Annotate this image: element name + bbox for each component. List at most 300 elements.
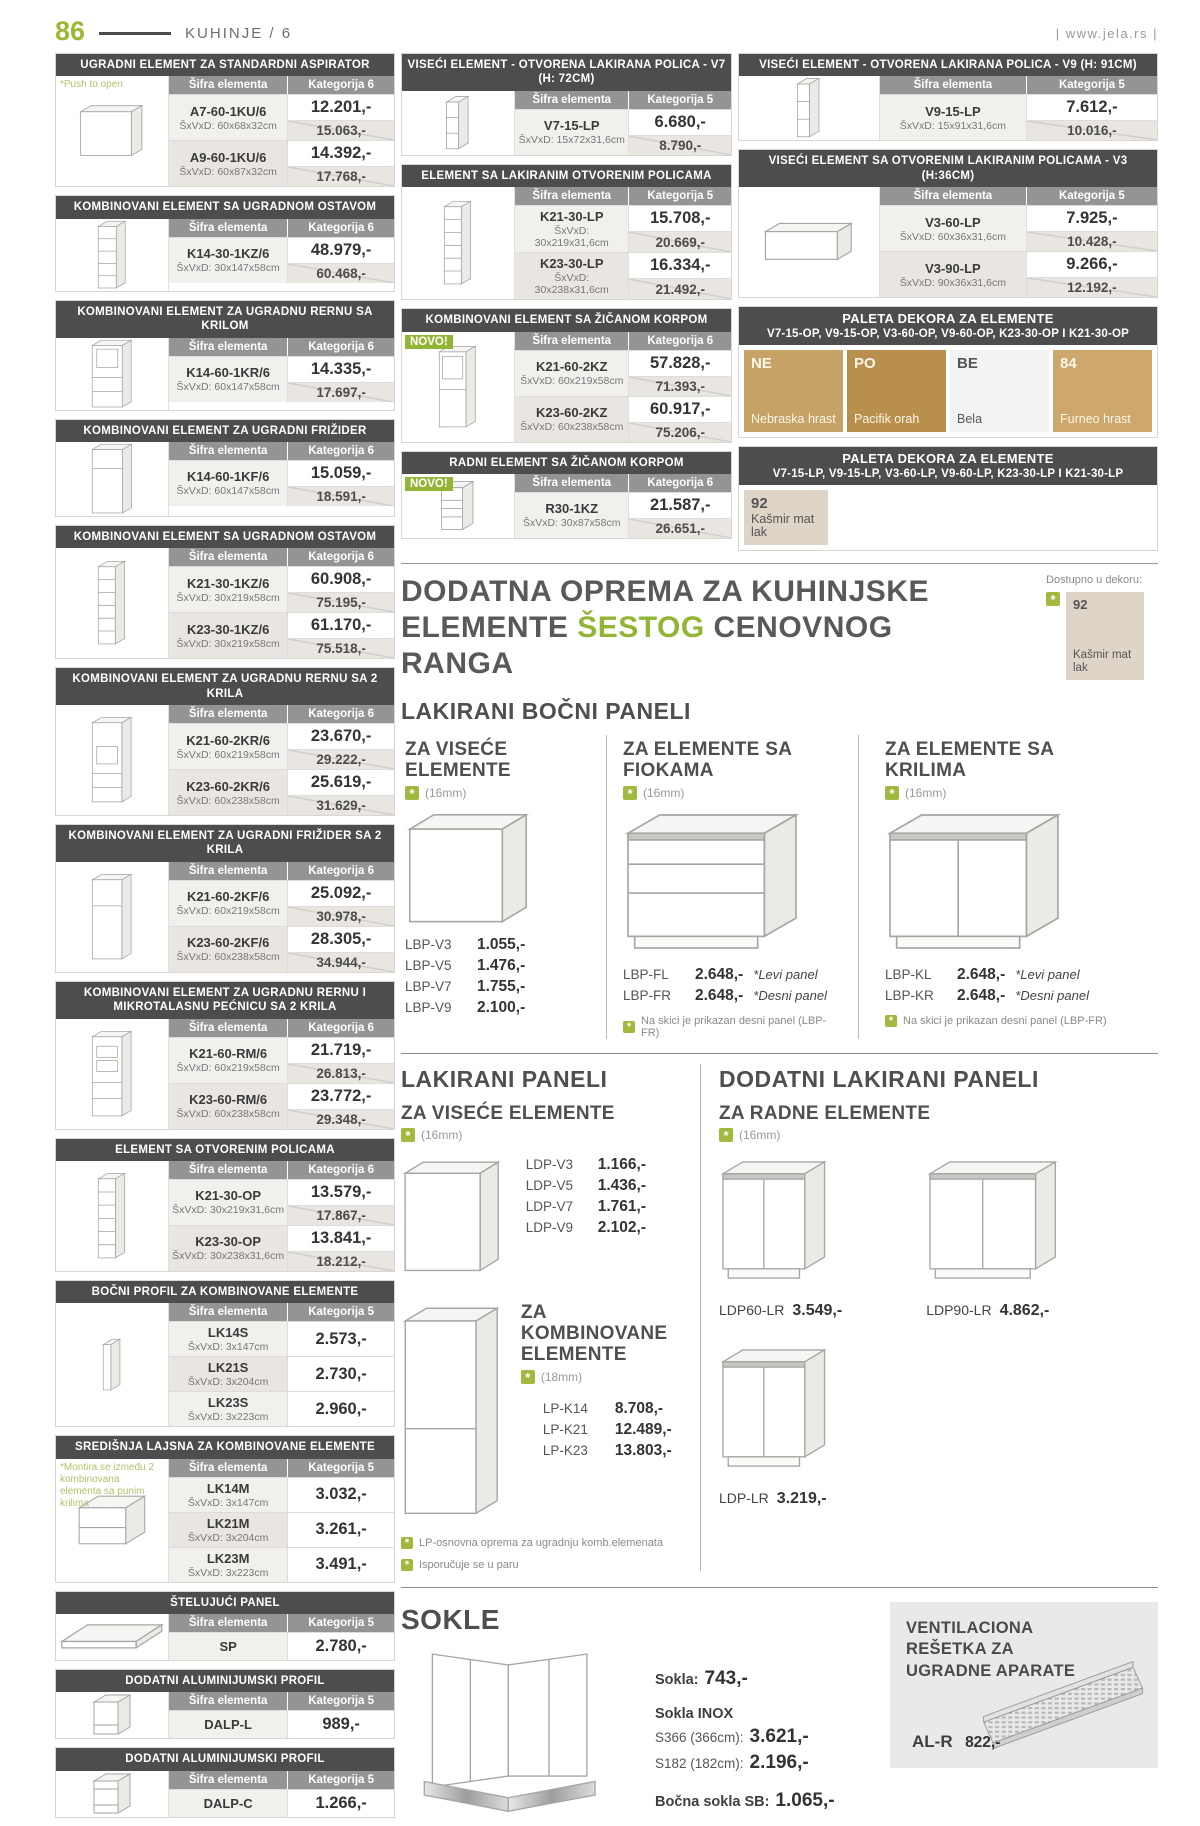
novo-badge: NOVO! <box>405 335 453 349</box>
sokle-line <box>655 1752 835 1774</box>
lbp-column <box>606 735 858 1039</box>
figure <box>926 1152 1061 1320</box>
dostupno-swatch-row <box>1046 592 1158 680</box>
sifra-header: Šifra elementa <box>169 1614 288 1632</box>
price-secondary: 71.393,- <box>629 376 731 396</box>
item-price: 3.549,- <box>792 1301 843 1319</box>
lbp-col-title: ZA ELEMENTE SA KRILIMA <box>885 739 1054 782</box>
lp-sub1-mm: * (16mm) <box>401 1128 686 1142</box>
panel-item <box>623 966 842 984</box>
price-cells <box>288 1180 394 1225</box>
kategorija-header: Kategorija 6 <box>288 862 394 880</box>
price-cells <box>288 1513 394 1547</box>
panel-item <box>543 1400 686 1418</box>
product-code: A9-60-1KU/6 <box>189 149 267 165</box>
note-text: Na skici je prikazan desni panel (LBP-FR) <box>903 1014 1107 1027</box>
product-row <box>169 94 394 140</box>
kategorija-header: Kategorija 6 <box>288 219 394 237</box>
asterisk-icon: * <box>405 786 419 800</box>
price-primary: 23.670,- <box>288 724 394 749</box>
sokle-price: 743,- <box>704 1667 748 1689</box>
column-middle <box>401 53 732 559</box>
product-code: K23-60-2KZ <box>535 405 608 420</box>
product-dims: ŠxVxD: 3x204cm <box>187 1376 269 1389</box>
product-code: SP <box>219 1639 237 1654</box>
price-cells <box>288 613 394 658</box>
table-title: VISEĆI ELEMENT - OTVORENA LAKIRANA POLICA - V9 (H: 91CM) <box>739 54 1157 76</box>
sokle-label: S182 (182cm): <box>655 1755 744 1771</box>
product-row <box>169 1477 394 1512</box>
product-code-cell <box>169 770 288 815</box>
lbp-price-list <box>405 936 590 1017</box>
product-row <box>169 1632 394 1660</box>
price-cells <box>288 141 394 186</box>
product-table <box>55 1669 395 1739</box>
product-code-cell <box>515 493 629 538</box>
cabinet-drawing <box>90 1029 134 1119</box>
kategorija-header: Kategorija 6 <box>288 76 394 94</box>
table-title: UGRADNI ELEMENT ZA STANDARDNI ASPIRATOR <box>56 54 394 76</box>
product-code: DALP-C <box>203 1795 253 1811</box>
table-title: SREDIŠNJA LAJSNA ZA KOMBINOVANE ELEMENTE <box>56 1436 394 1458</box>
cabinet-drawing <box>795 76 822 140</box>
swatch-row <box>739 345 1157 437</box>
price-primary: 21.587,- <box>629 493 731 518</box>
element-art <box>402 474 515 538</box>
item-code: LP-K14 <box>542 1400 588 1416</box>
sokle-label: Bočna sokla SB: <box>655 1793 770 1810</box>
kategorija-header: Kategorija 5 <box>288 1614 394 1632</box>
price-primary: 21.719,- <box>288 1038 394 1063</box>
price-secondary: 18.212,- <box>288 1251 394 1271</box>
cabinet-drawing <box>91 1692 134 1738</box>
green-note <box>623 1015 842 1039</box>
product-table <box>55 981 395 1130</box>
product-code-cell <box>169 1711 288 1738</box>
sifra-header: Šifra elementa <box>169 705 288 723</box>
right-region <box>401 53 1158 1826</box>
product-code: K23-60-2KR/6 <box>186 778 271 794</box>
panel-item <box>526 1219 646 1237</box>
price-primary: 3.261,- <box>288 1513 394 1547</box>
dlp-sub-title: ZA RADNE ELEMENTE <box>719 1102 931 1124</box>
element-art <box>56 1771 169 1817</box>
price-primary: 23.772,- <box>288 1084 394 1109</box>
item-suffix: *Levi panel <box>753 966 818 982</box>
product-row <box>169 612 394 658</box>
price-primary: 15.059,- <box>288 461 394 486</box>
lp-sub1-row <box>401 1152 686 1284</box>
item-price: 822,- <box>965 1733 1001 1751</box>
panel-item <box>543 1442 686 1460</box>
table-title: KOMBINOVANI ELEMENT ZA UGRADNI FRIŽIDER SA 2 KRILA <box>56 825 394 862</box>
product-code: LK14M <box>206 1480 250 1496</box>
product-dims: ŠxVxD: 15x72x31,6cm <box>518 134 625 147</box>
item-code: LDP-LR <box>719 1489 769 1506</box>
promo-row <box>401 574 1158 682</box>
product-code: K14-60-1KF/6 <box>186 469 270 485</box>
lp-sub2-text <box>521 1298 686 1463</box>
element-art <box>402 187 515 299</box>
cabinet-drawing <box>442 199 474 287</box>
price-secondary: 75.518,- <box>288 638 394 658</box>
lbp-columns <box>401 735 1158 1054</box>
product-row <box>515 350 731 396</box>
column-left <box>55 53 395 1826</box>
product-row <box>169 769 394 815</box>
product-code: K21-60-RM/6 <box>189 1046 268 1061</box>
cabinet-drawing <box>719 1158 842 1286</box>
green-note <box>885 1015 1142 1027</box>
price-primary: 2.730,- <box>288 1357 394 1391</box>
cabinet-drawing <box>437 344 478 430</box>
product-code-cell <box>515 397 629 442</box>
note-text: Na skici je prikazan desni panel (LBP-FR) <box>641 1014 827 1039</box>
sifra-header: Šifra elementa <box>169 1161 288 1179</box>
product-code: V9-15-LP <box>925 103 981 119</box>
product-dims: ŠxVxD: 30x238x31,6cm <box>172 1250 285 1263</box>
asterisk-icon: * <box>401 1537 413 1549</box>
sifra-header: Šifra elementa <box>169 862 288 880</box>
lp-sub1-list <box>526 1156 646 1240</box>
price-primary: 13.841,- <box>288 1226 394 1251</box>
lbp-col-title: ZA ELEMENTE SA FIOKAMA <box>623 739 792 782</box>
swatch-name: Nebraska hrast <box>751 412 836 427</box>
product-code: K14-60-1KR/6 <box>186 365 271 380</box>
price-secondary: 29.222,- <box>288 749 394 769</box>
cabinet-drawing <box>90 715 134 805</box>
dlp-figures <box>719 1152 1158 1320</box>
product-dims: ŠxVxD: 15x91x31,6cm <box>899 119 1006 132</box>
kategorija-header: Kategorija 5 <box>288 1303 394 1321</box>
asterisk-icon: * <box>401 1559 413 1571</box>
price-cells <box>288 1357 394 1391</box>
sokle-prices <box>655 1668 835 1816</box>
lbp-price-list <box>885 966 1142 1005</box>
price-secondary: 29.348,- <box>288 1109 394 1129</box>
item-price: 1.436,- <box>597 1176 646 1194</box>
price-primary: 12.201,- <box>288 95 394 120</box>
price-cells <box>288 1478 394 1512</box>
promo-heading <box>401 574 991 682</box>
table-title: VISEĆI ELEMENT SA OTVORENIM LAKIRANIM POLICAMA - V3 (H:36CM) <box>739 150 1157 187</box>
asterisk-icon: * <box>521 1370 535 1384</box>
price-secondary: 75.206,- <box>629 422 731 442</box>
item-code: LDP-V5 <box>525 1177 573 1193</box>
product-code: K21-30-1KZ/6 <box>186 575 270 591</box>
item-code: LDP-V9 <box>525 1219 573 1235</box>
note-text: LP-osnovna oprema za ugradnju komb.elemenata <box>419 1536 663 1549</box>
item-price: 8.708,- <box>614 1399 664 1417</box>
product-row <box>169 1710 394 1738</box>
price-primary: 60.917,- <box>629 397 731 422</box>
ventilation-box <box>890 1602 1158 1768</box>
price-secondary: 26.813,- <box>288 1063 394 1083</box>
element-art <box>56 442 169 516</box>
price-secondary: 12.192,- <box>1027 277 1157 297</box>
item-price: 13.803,- <box>614 1441 672 1459</box>
table-title: ELEMENT SA OTVORENIM POLICAMA <box>56 1139 394 1161</box>
swatch-code: 92 <box>1073 597 1088 613</box>
item-price: 2.100,- <box>477 998 526 1016</box>
product-dims: ŠxVxD: 30x219x31,6cm <box>172 1204 285 1217</box>
product-code: K14-30-1KZ/6 <box>186 246 270 262</box>
product-code: K21-60-2KR/6 <box>186 732 271 748</box>
figure-caption <box>719 1302 842 1320</box>
product-code: V3-90-LP <box>925 260 981 276</box>
price-cells <box>288 1790 394 1817</box>
note-text: Isporučuje se u paru <box>419 1558 519 1571</box>
cabinet-drawing <box>101 1337 123 1393</box>
product-code: LK21S <box>207 1360 249 1376</box>
product-dims: ŠxVxD: 3x204cm <box>187 1531 269 1544</box>
price-cells <box>629 253 731 299</box>
product-code: K23-30-1KZ/6 <box>186 621 270 637</box>
dlp-heading: DODATNI LAKIRANI PANELI <box>719 1065 1039 1092</box>
lbp-col-title: ZA VISEĆE ELEMENTE <box>405 739 511 782</box>
element-art <box>739 187 880 297</box>
asterisk-icon: * <box>719 1128 733 1142</box>
figure <box>719 1152 842 1320</box>
item-price: 2.102,- <box>597 1218 646 1236</box>
item-code: LBP-V3 <box>405 936 452 952</box>
item-suffix: *Desni panel <box>1015 987 1089 1003</box>
product-code-cell <box>169 1548 288 1582</box>
product-dims: ŠxVxD: 90x36x31,6cm <box>899 276 1006 289</box>
swatch-name: Kašmir mat lak <box>751 511 815 540</box>
item-code: LBP-KL <box>885 966 932 982</box>
item-price: 2.648,- <box>695 986 744 1004</box>
price-primary: 25.619,- <box>288 770 394 795</box>
palette-title: PALETA DEKORA ZA ELEMENTE <box>842 311 1054 327</box>
panel-item <box>526 1177 646 1195</box>
price-cells <box>288 1633 394 1660</box>
sifra-header: Šifra elementa <box>515 474 629 492</box>
product-table <box>55 667 395 816</box>
lbp-column <box>858 735 1158 1039</box>
mm-text: (16mm) <box>643 785 685 800</box>
panel-drawing <box>885 810 1142 958</box>
price-cells <box>288 724 394 769</box>
kategorija-header: Kategorija 6 <box>629 474 731 492</box>
price-cells <box>1027 206 1157 251</box>
product-code-cell <box>169 238 288 283</box>
sifra-header: Šifra elementa <box>169 548 288 566</box>
swatch-code: 92 <box>751 495 768 513</box>
price-secondary: 21.492,- <box>629 278 731 299</box>
decor-swatch <box>950 350 1049 432</box>
panel-item <box>405 957 590 975</box>
product-row <box>169 1512 394 1547</box>
product-dims: ŠxVxD: 60x238x58cm <box>176 1108 280 1120</box>
table-title: DODATNI ALUMINIJUMSKI PROFIL <box>56 1670 394 1692</box>
product-code-cell <box>169 881 288 926</box>
dodatni-paneli-block <box>701 1064 1158 1571</box>
item-price: 12.489,- <box>614 1420 672 1438</box>
asterisk-icon: * <box>885 786 899 800</box>
lp-sub2-title: ZA KOMBINOVANE ELEMENTE <box>520 1301 668 1366</box>
table-title: KOMBINOVANI ELEMENT SA UGRADNOM OSTAVOM <box>56 196 394 218</box>
item-code: AL-R <box>912 1731 953 1751</box>
cabinet-drawing <box>96 1171 128 1261</box>
product-table <box>401 308 732 442</box>
palette-title: PALETA DEKORA ZA ELEMENTE <box>842 451 1054 467</box>
lp-sub1-title: ZA VISEĆE ELEMENTE <box>401 1102 615 1124</box>
price-cells <box>288 357 394 402</box>
sifra-header: Šifra elementa <box>169 219 288 237</box>
green-note <box>401 1537 686 1549</box>
lbp-col-mm <box>885 786 1142 800</box>
product-dims: ŠxVxD: 60x36x31,6cm <box>899 230 1006 243</box>
sokle-price: 2.196,- <box>749 1751 809 1773</box>
product-table <box>738 53 1158 141</box>
item-code: LDP90-LR <box>926 1301 992 1318</box>
price-primary: 13.579,- <box>288 1180 394 1205</box>
item-code: LP-K21 <box>542 1421 588 1437</box>
element-art <box>402 91 515 155</box>
lp-sub2-list <box>543 1400 686 1460</box>
kategorija-header: Kategorija 6 <box>288 705 394 723</box>
price-cells <box>1027 95 1157 140</box>
price-primary: 14.335,- <box>288 357 394 382</box>
vent-title: VENTILACIONA REŠETKA ZA UGRADNE APARATE <box>906 1618 1076 1680</box>
sifra-header: Šifra elementa <box>169 338 288 356</box>
product-code: DALP-L <box>204 1717 252 1733</box>
price-cells <box>288 1711 394 1738</box>
sokle-label: S366 (366cm): <box>655 1729 744 1745</box>
element-art <box>402 332 515 442</box>
product-code-cell <box>169 1038 288 1083</box>
mm-text: (16mm) <box>905 785 947 800</box>
table-title: KOMBINOVANI ELEMENT ZA UGRADNU RERNU SA KRILOM <box>56 301 394 338</box>
panel-drawing <box>623 810 842 958</box>
item-code: LBP-FL <box>623 966 669 982</box>
asterisk-icon: * <box>401 1128 415 1142</box>
swatch-name: Kašmir mat lak <box>1073 648 1132 674</box>
kategorija-header: Kategorija 6 <box>288 442 394 460</box>
product-dims: ŠxVxD: 3x223cm <box>187 1411 269 1424</box>
page-number: 86 <box>55 16 86 46</box>
product-table <box>55 195 395 291</box>
item-code: LBP-V7 <box>405 978 452 994</box>
sokle-line <box>655 1726 835 1748</box>
element-art <box>56 1614 169 1660</box>
product-dims: ŠxVxD: 3x147cm <box>187 1341 269 1354</box>
product-code: K23-30-LP <box>539 256 604 272</box>
element-art <box>56 1303 169 1426</box>
product-row <box>169 926 394 972</box>
cabinet-drawing <box>96 559 128 647</box>
product-code: K23-60-RM/6 <box>189 1092 268 1107</box>
lbp-heading: LAKIRANI BOČNI PANELI <box>401 698 691 725</box>
table-title: DODATNI ALUMINIJUMSKI PROFIL <box>56 1748 394 1770</box>
price-primary: 2.960,- <box>288 1392 394 1426</box>
mm-text: (16mm) <box>425 785 467 800</box>
item-code: LBP-V9 <box>405 999 452 1015</box>
swatch-code: BE <box>957 355 978 373</box>
product-row <box>515 205 731 252</box>
product-dims: ŠxVxD: 60x238x58cm <box>176 794 280 807</box>
product-table <box>738 149 1158 298</box>
price-primary: 7.925,- <box>1027 206 1157 231</box>
dlp-mm: * (16mm) <box>719 1128 1158 1142</box>
product-table <box>55 1435 395 1582</box>
product-table <box>55 1747 395 1817</box>
product-dims: ŠxVxD: 60x219x58cm <box>176 1062 280 1074</box>
palette-header <box>739 307 1157 345</box>
cabinet-drawing <box>96 219 128 291</box>
palette <box>738 306 1158 438</box>
product-code: K23-30-OP <box>195 1234 261 1250</box>
price-cells <box>629 397 731 442</box>
asterisk-icon: * <box>623 1021 635 1033</box>
product-row <box>169 1789 394 1817</box>
table-title: BOČNI PROFIL ZA KOMBINOVANE ELEMENTE <box>56 1281 394 1303</box>
product-code-cell <box>169 927 288 972</box>
panel-item <box>885 966 1142 984</box>
price-cells <box>288 1226 394 1271</box>
decor-swatch <box>847 350 946 432</box>
sokle-price: 1.065,- <box>775 1789 835 1811</box>
product-code-cell <box>515 110 629 155</box>
price-primary: 989,- <box>288 1711 394 1738</box>
element-art <box>56 1692 169 1738</box>
panel-item <box>623 987 842 1005</box>
figure-caption <box>926 1302 1061 1320</box>
kategorija-header: Kategorija 5 <box>288 1771 394 1789</box>
product-table <box>55 419 395 517</box>
product-code: A7-60-1KU/6 <box>189 103 267 119</box>
product-row <box>169 237 394 283</box>
product-dims: ŠxVxD: 30x147x58cm <box>176 262 280 275</box>
item-price: 2.648,- <box>695 965 744 983</box>
cabinet-drawing <box>926 1158 1061 1286</box>
product-table <box>55 525 395 659</box>
price-primary: 60.908,- <box>288 567 394 592</box>
figure-caption <box>719 1490 1158 1508</box>
figure <box>719 1340 1158 1508</box>
product-dims: ŠxVxD: 30x87x58cm <box>523 517 621 530</box>
price-secondary: 31.629,- <box>288 795 394 815</box>
product-table <box>55 1280 395 1427</box>
price-secondary: 8.790,- <box>629 135 731 155</box>
product-dims: ŠxVxD: 3x223cm <box>187 1566 269 1579</box>
item-price: 1.476,- <box>477 956 526 974</box>
kategorija-header: Kategorija 5 <box>1027 76 1157 94</box>
product-row <box>169 1547 394 1582</box>
product-code-cell <box>880 206 1027 251</box>
cabinet-drawing <box>762 220 856 264</box>
price-secondary: 10.016,- <box>1027 120 1157 140</box>
price-cells <box>288 1392 394 1426</box>
product-row <box>169 566 394 612</box>
lp-heading: LAKIRANI PANELI <box>401 1065 608 1092</box>
price-cells <box>629 110 731 155</box>
item-code: LBP-V5 <box>405 957 452 973</box>
product-code: K21-60-2KZ <box>535 359 608 374</box>
product-dims: ŠxVxD: 30x238x31,6cm <box>534 272 609 297</box>
element-art <box>56 862 169 972</box>
novo-badge: NOVO! <box>405 477 453 491</box>
palette-codes: V7-15-LP, V9-15-LP, V3-60-LP, V9-60-LP, K23-30-LP I K21-30-LP <box>772 468 1124 481</box>
swatch-code: 84 <box>1060 355 1077 373</box>
product-row <box>169 460 394 506</box>
kategorija-header: Kategorija 5 <box>288 1459 394 1477</box>
product-code: K23-60-2KF/6 <box>186 935 270 951</box>
price-secondary: 60.468,- <box>288 263 394 283</box>
page-header <box>0 0 1200 53</box>
price-secondary: 17.697,- <box>288 382 394 402</box>
